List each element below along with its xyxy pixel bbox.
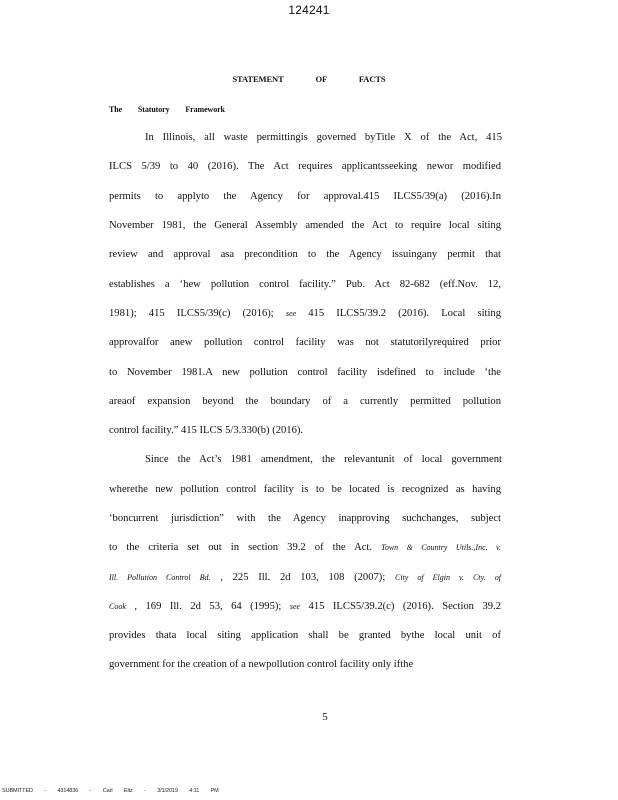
body-line: Since the Act’s 1981 amendment, the relevantunit of local government: [145, 454, 502, 465]
body-line: to November 1981.A new pollution control facility isdefined to include ‘the: [109, 367, 501, 378]
citation-text: 415 ILCS5/39.2(c) (2016). Section 39.2: [308, 601, 501, 612]
body-line: ‘boncurrent jurisdiction” with the Agency inapproving suchchanges, subject: [109, 513, 501, 524]
page-number: 5: [322, 711, 328, 723]
body-line: approvalfor anew pollution control facility was not statutorilyrequired prior: [109, 337, 501, 348]
body-line: wherethe new pollution control facility is to be located is recognized as having: [109, 484, 501, 495]
body-line: permits to applyto the Agency for approval.415 ILCS5/39(a) (2016).In: [109, 191, 501, 202]
body-line: ILCS 5/39 to 40 (2016). The Act requires applicantsseeking newor modified: [109, 161, 501, 172]
body-line: establishes a ‘hew pollution control facility.” Pub. Act 82-682 (eff.Nov. 12,: [109, 279, 501, 290]
body-line: control facility.” 415 ILCS 5/3.330(b) (2016).: [109, 425, 304, 436]
case-name: City of Elgin v. Cty. of: [394, 573, 501, 582]
document-number: 124241: [288, 3, 330, 17]
citation-text: 415 ILCS5/39.2 (2016). Local siting: [308, 308, 502, 319]
citation-text: to the criteria set out in section 39.2 of the Act.: [109, 542, 373, 553]
body-line: review and approval asa precondition to the Agency issuingany permit that: [109, 249, 501, 260]
section-title: STATEMENT OF FACTS: [232, 74, 386, 84]
body-line: provides thata local siting application shall be granted bythe local unit of: [109, 630, 501, 641]
case-name: Town & Country Utils.,Inc. v.: [381, 543, 501, 552]
citation-text: 1981); 415 ILCS5/39(c) (2016);: [109, 308, 274, 319]
body-line: [109, 307, 501, 321]
body-line: government for the creation of a newpollution control facility only ifthe: [109, 659, 414, 670]
subheading: The Statutory Framework: [109, 105, 225, 114]
body-line: In Illinois, all waste permittingis governed byTitle X of the Act, 415: [145, 132, 502, 143]
citation-text: , 225 Ill. 2d 103, 108 (2007);: [220, 572, 386, 583]
body-line: [109, 600, 501, 614]
body-line: [109, 571, 501, 585]
signal-see: see: [289, 602, 301, 611]
case-name: Ill. Pollution Control Bd.: [109, 573, 211, 582]
case-name: Cook: [109, 602, 126, 611]
body-line: [109, 541, 501, 555]
submission-footer: SUBMITTED - 4314836 - Carl Eltz - 3/1/2019 4:11 PM: [2, 788, 219, 794]
body-line: November 1981, the General Assembly amended the Act to require local siting: [109, 220, 501, 231]
body-line: areaof expansion beyond the boundary of a currently permitted pollution: [109, 396, 501, 407]
signal-see: see: [285, 309, 297, 318]
citation-text: , 169 Ill. 2d 53, 64 (1995);: [134, 601, 282, 612]
